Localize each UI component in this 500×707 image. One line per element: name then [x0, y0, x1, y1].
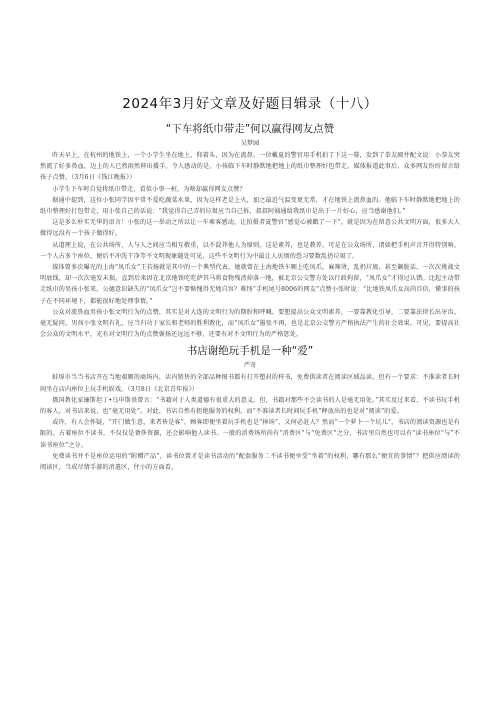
article-1-paragraph: 公众对流鼻血男孩小张文明行为的点赞，其实是对大连的文明行为的期盼和呼喊。要想提高公众文明素养，一要靠教化引导，二要靠法律长出牙齿。毫无疑问，男孩小张文明有礼，应当归功于家长和老师的胜利教化，而“凤爪女”嚣张不再，也是北京公交警方严格执法产生的社会效果。可见，要提高社会公众的文明水平，光有对文明行为的点赞褒扬还远远不够，还要有对不文明行为的严格惩处。: [40, 308, 460, 339]
article-1-paragraph: 这是多么朴实无华的语言！小张的这一举动之所以让一车乘客感动，让拍摄者夏警官“感觉心被戳了一下”，就是因为在留意公共文明方面，很多大人做得远没有一个孩子做得好。: [40, 219, 460, 238]
document-title: 2024年3月好文章及好题目辑录（十八）: [122, 96, 378, 112]
article-1-paragraph: 媒体曾多次曝光的上海“凤爪女”王若扬就是其中的一个典型代表。她就曾在上海地铁车厢上吃凤爪、麻辣烫、乱扔垃圾，甚至飙脏话，一次次挑战文明底线，却一次次毫发未损，直到后来因在北京地铁吃吃萨其马将食物残渣掉落一地，被北京公交警方处以行政拘留，“凤爪女”才得过认错。比起主动带走纸巾的男孩小张来，公德意识缺失的“凤爪女”岂不要惭愧得无地自容？难怪“手机尾号8006的网友”点赞小张时说：“比地铁凤爪女高尚百倍，懂事的孩子在不同环境下，都能很好地处理事情。”: [40, 264, 460, 305]
article-1-paragraph: 小学生下车时自觉将纸巾带走，看似小事一桩，为啥却赢得网友点赞？: [52, 185, 246, 193]
article-1-paragraph: 从道理上说，在公共场所，人与人之间应当相互敬重，以不混莽他人为原则。这是素养，也是教养，可是在公众场所，诸如把手机声音开得特别响、一个人占多个座位、便后不冲洗干净等不文明现象随处可见，这些不文明行为中最让人厌烦的恐习要数乱扔垃圾了。: [40, 241, 460, 260]
article-2-paragraph: 俄国教化家廉斯坦丁•乌申斯基曾言：“书籍对于人类道德有很重大的意义，但，书籍对那些不会读书的人是毫无用处。”其实反过来看，不读书玩手机的客人，对书店来说，也“毫无用处”。对此，书店自然有拒绝服务的权利。而“不准读者长时间玩手机”释放出的也是对“阅读”的爱。: [40, 396, 460, 416]
article-2-title: 书店谢绝玩手机是一种“爱”: [186, 345, 314, 358]
article-1-paragraph: 昨天早上，在杭州的地铁上，一个小学生坐在地上，仰着头，因为在流鼻。一位戴夏的警官用手机拍了下这一幕，发到了拳友圈并配文说：小拳友突然流了好多鼻血，边上的人已然雨然伸出援手。令人感动的是，小孩临下车时静默地把地上的纸巾整理好包带走。媒体报道此事后，众多网友纷纷留言给孩子点赞。（3月6日《钱江晚报》）: [40, 152, 460, 182]
article-1-title: “下车将纸巾带走”何以赢得网友点赞: [165, 123, 335, 135]
article-2-paragraph: 免费读书并不是座位运用的“附赠产品”，读书位置才是读书活动的“配套服务二不读书便享受“坐着”的权利，哪有那么“便宜的事情”？把供应阅读的阅读区，当成尽情手游的消遣区，往小的方面看，: [40, 452, 460, 472]
article-2-author: 严奇: [243, 362, 257, 370]
article-2: [40, 343, 460, 473]
article-2-paragraph: 蚌埠市当当书店开在当地艰厕的商场内，店内销售的全部品种图书都有打开塑封的样书，免费供读者在阅读区域品读，但有一个要求：不准读者长时间坐在店内座位上玩手机娱戏。（3月8日《北京青年报》）: [40, 374, 460, 393]
article-1: [40, 121, 460, 340]
article-2-paragraph: 或许，有人会怀疑，“开门做生意，来者皆是客”，顾客即便坐着玩手机也是“捧场”，又何必赶人？然而“一个萝卜一个坑儿”，书店的阅读资源也是有限的。占着座位不读书，不仅仅是奢侈资源，还会影响他人读书。一般的消费场所尚有“消费区”与“免费区”之分，书店里自然也可以有“读书座位”与“不读书座位”之分。: [40, 419, 460, 449]
article-1-author: 吴梦园: [240, 140, 260, 147]
article-1-paragraph: 据通中提到，这位小张同学因平常不爱吃蔬菜水果，因为这样老是上火，加之最近气温变更无常，才在地铁上流鼻血的。他临下车时静默地把地上的纸巾整理好打包带走，用小张自己的话说：“我觉得自己弄的垃圾应当自己拆，叔叔阿姨通给我纸巾是出于一片好心，应当感谢他们。”: [40, 196, 460, 216]
